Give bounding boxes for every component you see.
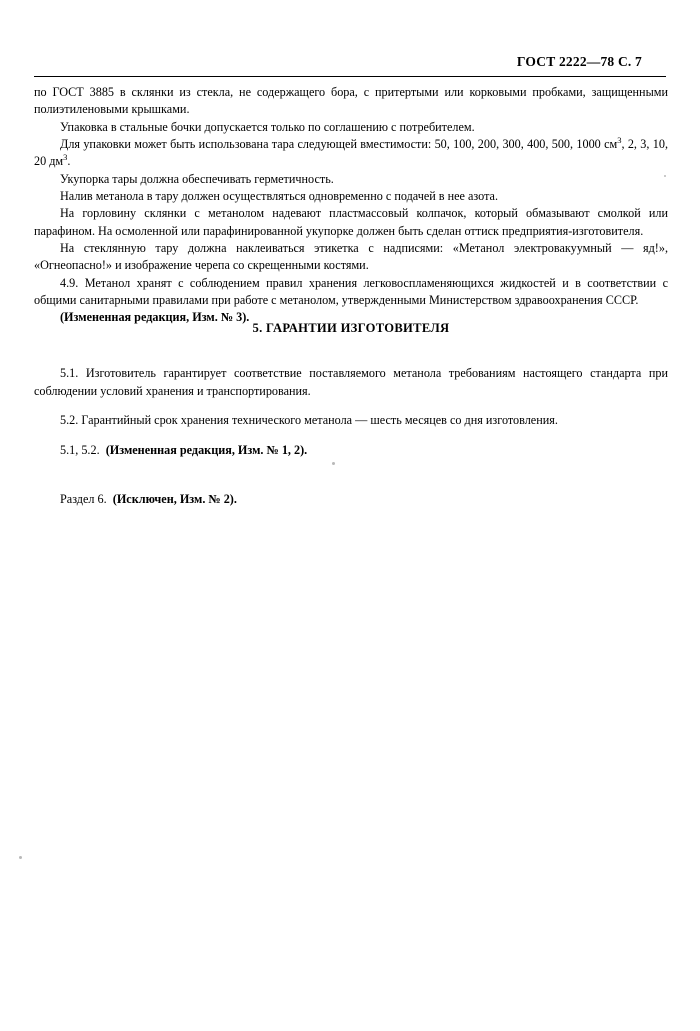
page-header: ГОСТ 2222—78 С. 7 xyxy=(516,54,642,69)
superscript-dm3: 3 xyxy=(63,152,68,163)
body-text-block-1 xyxy=(34,84,668,327)
amendment-bold-1: (Измененная редакция, Изм. № 1, 2). xyxy=(105,442,308,457)
paragraph-8-amendment-note: (Измененная редакция, Изм. № 3). xyxy=(60,310,250,325)
superscript-cm3: 3 xyxy=(617,134,622,145)
paragraph-1: Упаковка в стальные бочки допускается только по соглашению с потребителем. xyxy=(60,119,475,134)
paragraph-5-2: 5.2. Гарантийный срок хранения технического метанола — шесть месяцев со дня изготовления. xyxy=(60,413,558,428)
body-text-block-2 xyxy=(34,353,668,521)
section-heading-5: 5. ГАРАНТИИ ИЗГОТОВИТЕЛЯ xyxy=(252,321,450,335)
paragraph-0: по ГОСТ 3885 в склянки из стекла, не содержащего бора, с притертыми или корковыми пробками, защищенными полиэтиленовыми крышками. xyxy=(34,85,668,117)
paragraph-section-6-excluded: Раздел 6. (Исключен, Изм. № 2). xyxy=(60,492,237,507)
amendment-bold-2: (Исключен, Изм. № 2). xyxy=(112,492,237,507)
paragraph-3: Укупорка тары должна обеспечивать герметичность. xyxy=(60,171,334,186)
paragraph-6: На стеклянную тару должна наклеиваться этикетка с надписями: «Метанол электровакуумный — яд!», «Огнеопасно!» и изображение черепа со скрещенными костями. xyxy=(34,240,668,273)
paragraph-5-1: 5.1. Изготовитель гарантирует соответствие поставляемого метанола требованиям настоящего стандарта при соблюдении условий хранения и транспортирования. xyxy=(34,366,668,398)
paragraph-amendment-note-5-1-5-2: 5.1, 5.2. (Измененная редакция, Изм. № 1, 2). xyxy=(60,442,308,457)
paragraph-4: Налив метанола в тару должен осуществляться одновременно с подачей в нее азота. xyxy=(60,188,499,203)
paragraph-5: На горловину склянки с метанолом надевают пластмассовый колпачок, который обмазывают смолкой или парафином. На осмоленной или парафинированной укупорке должен быть сделан оттиск предприятия-изготовителя. xyxy=(34,206,668,238)
paragraph-7: 4.9. Метанол хранят с соблюдением правил хранения легковоспламеняющихся жидкостей и в соответствии с общими санитарными правилами при работе с метанолом, утвержденными Министерством здравоохранения СССР. xyxy=(34,275,668,307)
paragraph-2: Для упаковки может быть использована тара следующей вместимости: 50, 100, 200, 300, 400, 500, 1000 $см^3$, 2, 3, 10, 20 $дм^3$. xyxy=(34,134,668,169)
header-divider xyxy=(34,76,666,77)
